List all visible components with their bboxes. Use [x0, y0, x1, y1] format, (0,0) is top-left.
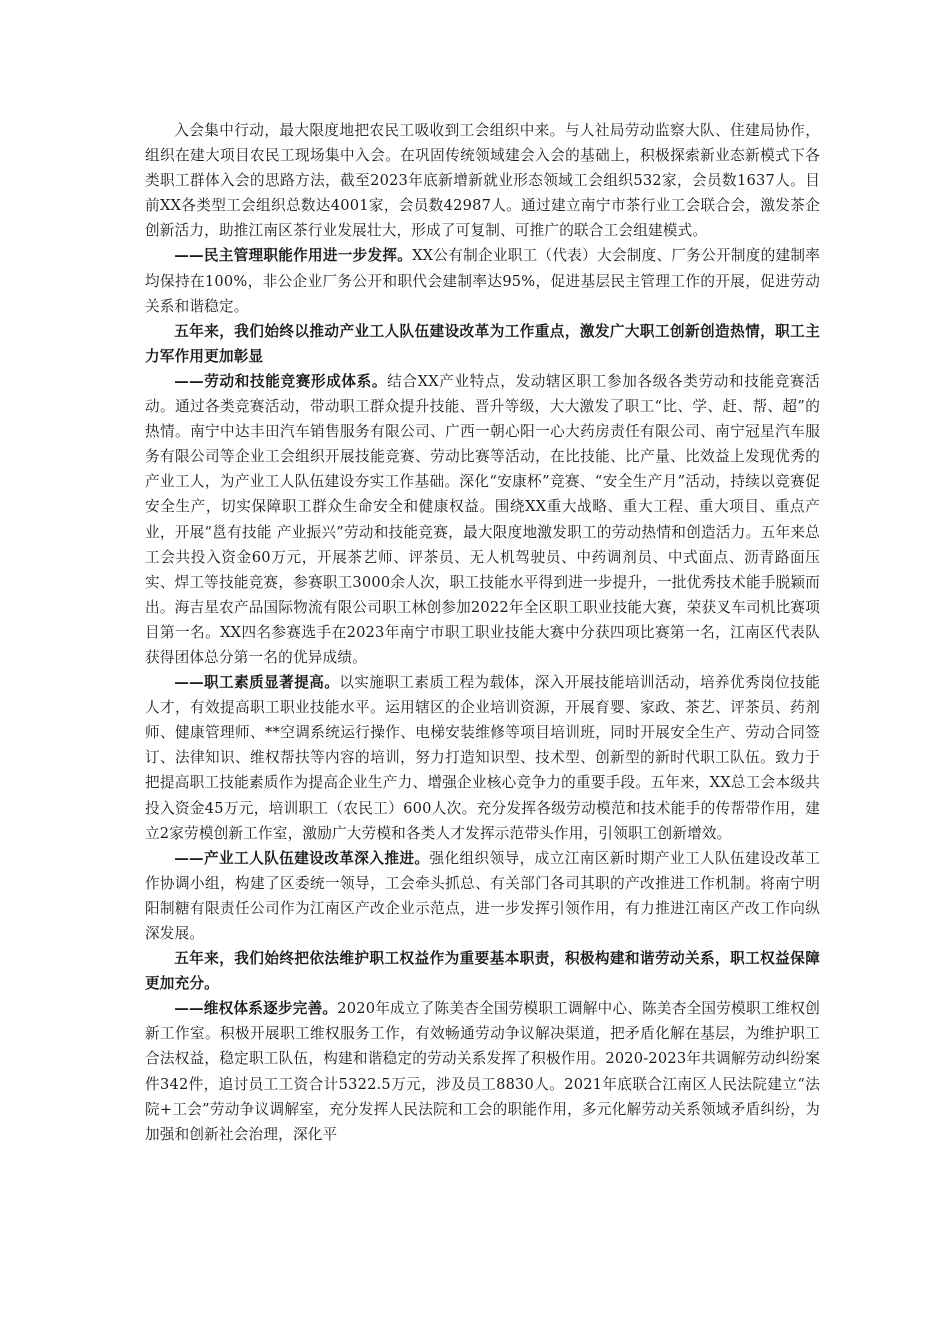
- paragraph-text: 结合XX产业特点，发动辖区职工参加各级各类劳动和技能竞赛活动。通过各类竞赛活动，带动职工群众提升技能、晋升等级，大大激发了职工“比、学、赶、帮、超”的热情。南宁中达丰田汽车销售服务有限公司、广西一朝心阳一心大药房责任有限公司、南宁冠星汽车服务有限公司等企业工会组织开展技能竞赛、劳动比赛等活动，在比技能、比产量、比效益上发现优秀的产业工人，为产业工人队伍建设夯实工作基础。深化“安康杯”竞赛、“安全生产月”活动，持续以竞赛促安全生产，切实保障职工群众生命安全和健康权益。围绕XX重大战略、重大工程、重大项目、重点产业，开展“邕有技能 产业振兴”劳动和技能竞赛，最大限度地激发职工的劳动热情和创造活力。五年来总工会共投入资金60万元，开展茶艺师、评茶员、无人机驾驶员、中药调剂员、中式面点、沥青路面压实、焊工等技能竞赛，参赛职工3000余人次，职工技能水平得到进一步提升，一批优秀技术能手脱颖而出。海吉星农产品国际物流有限公司职工林创参加2022年全区职工职业技能大赛，荣获叉车司机比赛项目第一名。XX四名参赛选手在2023年南宁市职工职业技能大赛中分获四项比赛第一名，江南区代表队获得团体总分第一名的优异成绩。: [145, 372, 820, 666]
- paragraph-democratic-management: [145, 243, 820, 318]
- paragraph-lead: ——维权体系逐步完善。: [174, 1000, 338, 1018]
- paragraph-rights-system: [145, 996, 820, 1147]
- paragraph-reform-progress: [145, 846, 820, 946]
- paragraph-text: 强化组织领导，成立江南区新时期产业工人队伍建设改革工作协调小组，构建了区委统一领导，工会牵头抓总、有关部门各司其职的产改推进工作机制。将南宁明阳制糖有限责任公司作为江南区产改企业示范点，进一步发挥引领作用，有力推进江南区产改工作向纵深发展。: [145, 849, 821, 942]
- paragraph-text: XX公有制企业职工（代表）大会制度、厂务公开制度的建制率均保持在100%，非公企业厂务公开和职代会建制率达95%，促进基层民主管理工作的开展，促进劳动关系和谐稳定。: [145, 247, 820, 315]
- paragraph-lead: ——职工素质显著提高。: [174, 674, 340, 692]
- paragraph-lead: ——劳动和技能竞赛形成体系。: [174, 372, 388, 390]
- paragraph-text: 2020年成立了陈美杏全国劳模职工调解中心、陈美杏全国劳模职工维权创新工作室。积极开展职工维权服务工作，有效畅通劳动争议解决渠道，把矛盾化解在基层，为维护职工合法权益，稳定职工队伍，构建和谐稳定的劳动关系发挥了积极作用。2020-2023年共调解劳动纠纷案件342件，追讨员工工资合计5322.5万元，涉及员工8830人。2021年底联合江南区人民法院建立“法院+工会”劳动争议调解室，充分发挥人民法院和工会的职能作用，多元化解劳动关系领域矛盾纠纷，为加强和创新社会治理，深化平: [145, 1000, 820, 1143]
- paragraph-union-membership: [145, 118, 820, 243]
- paragraph-worker-quality: [145, 670, 820, 846]
- paragraph-text: 入会集中行动，最大限度地把农民工吸收到工会组织中来。与人社局劳动监察大队、住建局协作，组织在建大项目农民工现场集中入会。在巩固传统领域建会入会的基础上，积极探索新业态新模式下各类职工群体入会的思路方法，截至2023年底新增新就业形态领域工会组织532家，会员数1637人。目前XX各类型工会组织总数达4001家，会员数42987人。通过建立南宁市茶行业工会联合会，激发茶企创新活力，助推江南区茶行业发展壮大，形成了可复制、可推广的联合工会组建模式。: [145, 122, 820, 240]
- section-heading-worker-rights: 五年来，我们始终把依法维护职工权益作为重要基本职责，积极构建和谐劳动关系，职工权益保障更加充分。: [145, 950, 820, 993]
- paragraph-text: 以实施职工素质工程为载体，深入开展技能培训活动，培养优秀岗位技能人才，有效提高职工职业技能水平。运用辖区的企业培训资源，开展育婴、家政、茶艺、评茶员、药剂师、健康管理师、**空调系统运行操作、电梯安装维修等项目培训班，同时开展安全生产、劳动合同签订、法律知识、维权帮扶等内容的培训，努力打造知识型、技术型、创新型的新时代职工队伍。致力于把提高职工技能素质作为提高企业生产力、增强企业核心竞争力的重要手段。五年来，XX总工会本级共投入资金45万元，培训职工（农民工）600人次。充分发挥各级劳动模范和技术能手的传帮带作用，建立2家劳模创新工作室，激励广大劳模和各类人才发挥示范带头作用，引领职工创新增效。: [145, 674, 820, 842]
- paragraph-lead: ——民主管理职能作用进一步发挥。: [174, 247, 413, 265]
- section-heading-industrial-workers: 五年来，我们始终以推动产业工人队伍建设改革为工作重点，激发广大职工创新创造热情，职工主力军作用更加彰显: [145, 322, 820, 365]
- paragraph-lead: ——产业工人队伍建设改革深入推进。: [174, 849, 430, 867]
- paragraph-skill-competitions: [145, 369, 820, 670]
